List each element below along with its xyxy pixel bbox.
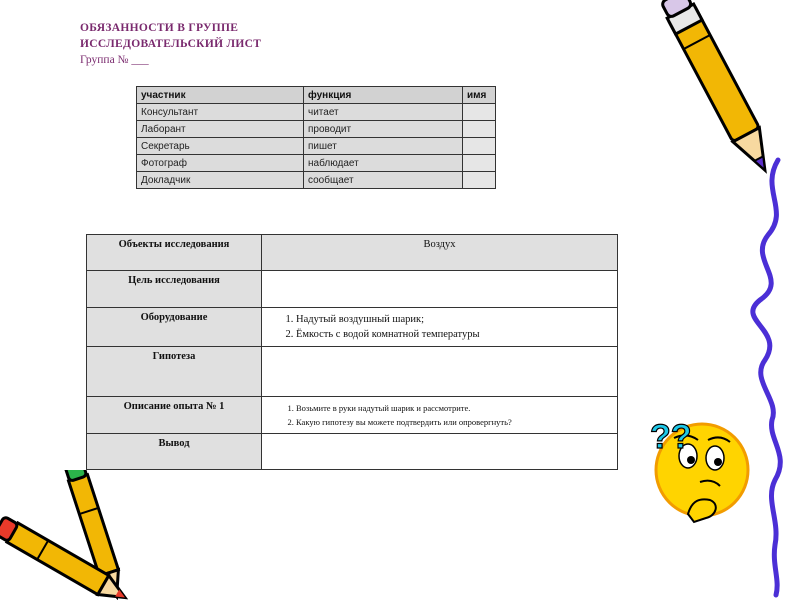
function-cell: читает (304, 104, 463, 121)
decoration-bottom-left (0, 470, 170, 600)
roles-table (136, 86, 496, 189)
name-cell[interactable] (463, 121, 496, 138)
roles-header-row (137, 87, 496, 104)
group-number: Группа № ___ (80, 54, 149, 66)
research-row-objects (87, 235, 618, 271)
equipment-value (262, 308, 618, 347)
function-cell: проводит (304, 121, 463, 138)
equipment-label: Оборудование (87, 308, 262, 347)
header-title-2: ИССЛЕДОВАТЕЛЬСКИЙ ЛИСТ (80, 38, 262, 50)
list-item: 2. Ёмкость с водой комнатной температуры (296, 327, 613, 342)
role-cell: Секретарь (137, 138, 304, 155)
function-cell: пишет (304, 138, 463, 155)
list-item: 2. Какую гипотезу вы можете подтвердить или опровергнуть? (296, 415, 613, 429)
objects-label: Объекты исследования (87, 235, 262, 271)
research-row-equipment (87, 308, 618, 347)
squiggle-line (753, 160, 780, 595)
table-row (137, 138, 496, 155)
role-cell: Лаборант (137, 121, 304, 138)
research-table (86, 234, 618, 470)
experiment-value (262, 397, 618, 434)
decoration-right (640, 0, 800, 600)
table-row (137, 121, 496, 138)
table-row (137, 104, 496, 121)
pencil-icon (659, 0, 778, 177)
goal-value[interactable] (262, 271, 618, 308)
experiment-label: Описание опыта № 1 (87, 397, 262, 434)
conclusion-label: Вывод (87, 434, 262, 470)
conclusion-value[interactable] (262, 434, 618, 470)
page-header (80, 20, 261, 68)
roles-header-cell: имя (463, 87, 496, 104)
name-cell[interactable] (463, 172, 496, 189)
name-cell[interactable] (463, 138, 496, 155)
experiment-list (266, 401, 613, 429)
roles-header-cell: функция (304, 87, 463, 104)
function-cell: наблюдает (304, 155, 463, 172)
name-cell[interactable] (463, 104, 496, 121)
equipment-list (266, 312, 613, 342)
research-row-experiment (87, 397, 618, 434)
roles-header-cell: участник (137, 87, 304, 104)
role-cell: Фотограф (137, 155, 304, 172)
table-row (137, 172, 496, 189)
goal-label: Цель исследования (87, 271, 262, 308)
hypothesis-value[interactable] (262, 347, 618, 397)
list-item: 1. Надутый воздушный шарик; (296, 312, 613, 327)
name-cell[interactable] (463, 155, 496, 172)
header-title-1: ОБЯЗАННОСТИ В ГРУППЕ (80, 22, 239, 34)
function-cell: сообщает (304, 172, 463, 189)
table-row (137, 155, 496, 172)
research-row-conclusion (87, 434, 618, 470)
hypothesis-label: Гипотеза (87, 347, 262, 397)
objects-value: Воздух (262, 235, 618, 271)
research-row-goal (87, 271, 618, 308)
research-row-hypothesis (87, 347, 618, 397)
list-item: 1. Возьмите в руки надутый шарик и рассмотрите. (296, 401, 613, 415)
role-cell: Докладчик (137, 172, 304, 189)
role-cell: Консультант (137, 104, 304, 121)
question-marks-icon: ?? (650, 418, 692, 456)
